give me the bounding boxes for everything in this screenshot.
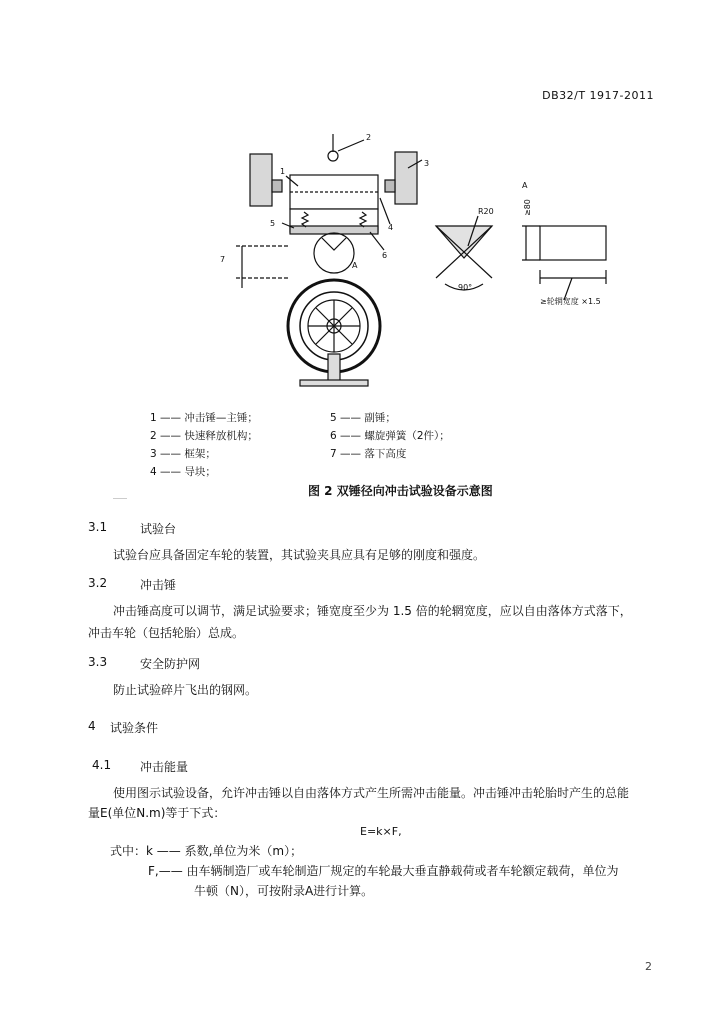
section-body: 冲击锤高度可以调节，满足试验要求；锤宽度至少为 1.5 倍的轮辋宽度，应以自由落体方式落下，: [113, 604, 632, 618]
section-title: 试验台: [140, 522, 177, 536]
callout-label: 4: [388, 223, 394, 232]
section-title: 试验条件: [110, 721, 159, 735]
section-number: 3.3: [88, 655, 108, 669]
section-title: 冲击能量: [140, 760, 189, 774]
legend-item: 5 —— 副锤；: [330, 412, 396, 424]
callout-label: 5: [270, 219, 276, 228]
radius-label: R20: [478, 207, 494, 216]
section-title: 冲击锤: [140, 578, 177, 592]
section-body: 冲击车轮（包括轮胎）总成。: [88, 626, 245, 640]
section-body: 使用图示试验设备，允许冲击锤以自由落体方式产生所需冲击能量。冲击锤冲击轮胎时产生的总能: [113, 786, 630, 800]
figure-caption: 图 2 双锤径向冲击试验设备示意图: [308, 484, 493, 498]
width-label: ≥轮辋宽度 ×1.5: [540, 297, 601, 306]
where-clause: F,—— 由车辆制造厂或车轮制造厂规定的车轮最大垂直静载荷或者车轮额定载荷，单位为: [148, 864, 619, 878]
section-body: 试验台应具备固定车轮的装置，其试验夹具应具有足够的刚度和强度。: [113, 548, 486, 562]
callout-label: 6: [382, 251, 388, 260]
where-clause: 牛顿（N），可按附录A进行计算。: [194, 884, 374, 898]
section-number: 4: [88, 719, 96, 733]
height-label: ≥80: [523, 199, 532, 216]
section-number: 3.1: [88, 520, 108, 534]
detail-label-right: A: [522, 181, 528, 190]
angle-label: 90°: [458, 283, 473, 292]
section-number: 4.1: [92, 758, 112, 772]
section-body: 量E(单位N.m)等于下式：: [88, 806, 226, 820]
callout-label: 7: [220, 255, 226, 264]
impact-test-diagram: [220, 128, 630, 393]
legend-item: 6 —— 螺旋弹簧（2件）；: [330, 430, 450, 442]
legend-item: 4 —— 导块；: [150, 466, 216, 478]
where-clause: 式中：k —— 系数,单位为米（m）；: [110, 844, 303, 858]
section-title: 安全防护网: [140, 657, 201, 671]
callout-label: 2: [366, 133, 372, 142]
section-body: 防止试验碎片飞出的钢网。: [113, 683, 258, 697]
document-code: DB32/T 1917-2011: [542, 89, 654, 102]
legend-item: 1 —— 冲击锤—主锤；: [150, 412, 258, 424]
formula: E=k×F,: [360, 825, 402, 838]
detail-label: A: [352, 261, 358, 270]
legend-item: 2 —— 快速释放机构；: [150, 430, 258, 442]
section-number: 3.2: [88, 576, 108, 590]
callout-label: 3: [424, 159, 430, 168]
page-number: 2: [645, 960, 652, 973]
callout-label: 1: [280, 167, 286, 176]
legend-item: 3 —— 框架；: [150, 448, 216, 460]
divider: [113, 498, 127, 499]
legend-item: 7 —— 落下高度: [330, 448, 407, 460]
